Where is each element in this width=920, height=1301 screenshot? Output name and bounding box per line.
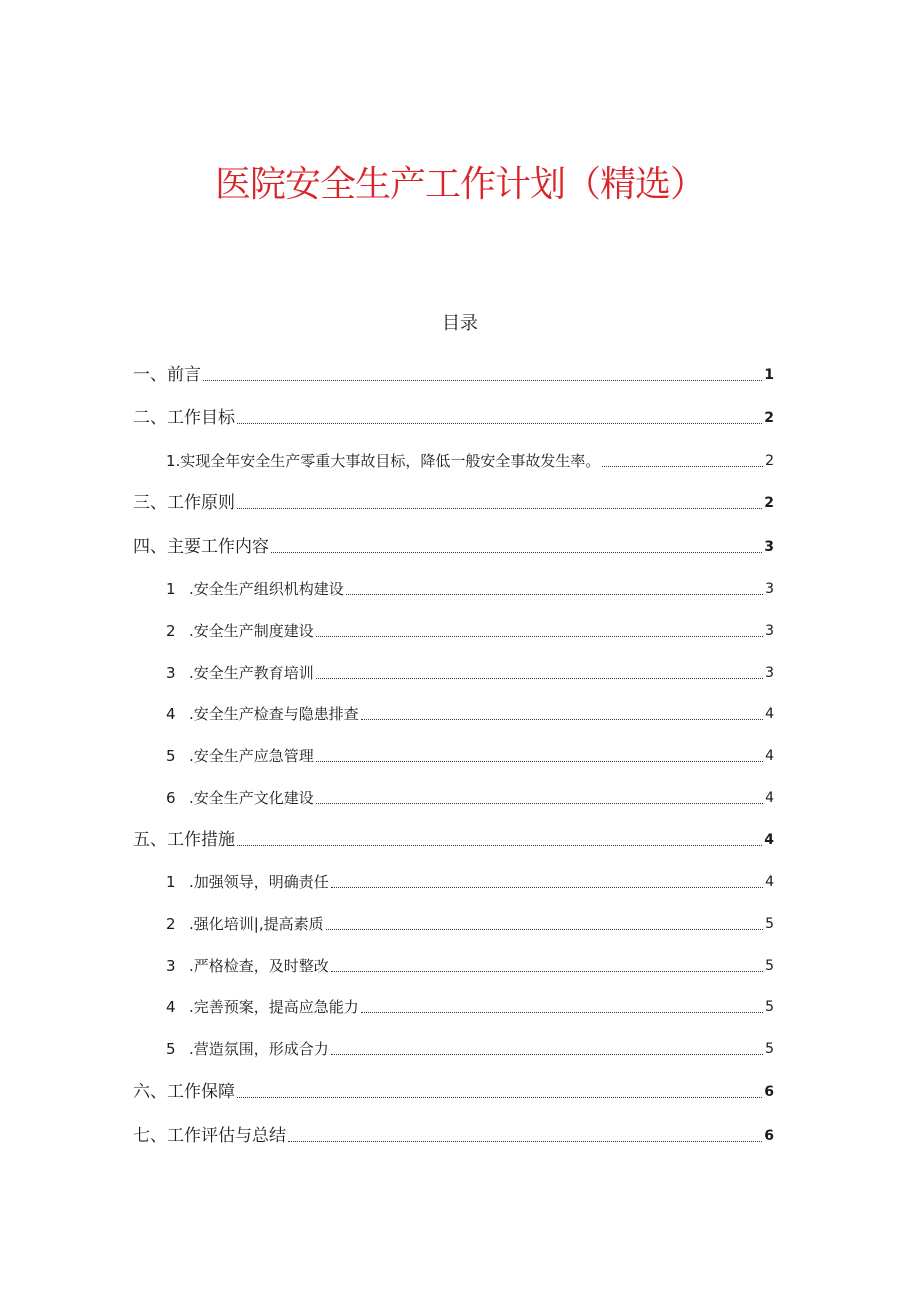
toc-entry-number: 6: [166, 789, 176, 807]
toc-dot-leader: [331, 887, 763, 888]
toc-page-number: 6: [764, 1084, 774, 1100]
toc-page-number: 1: [764, 367, 774, 383]
toc-entry-number: 2: [166, 915, 176, 933]
toc-page-number: 5: [765, 916, 774, 932]
toc-page-number: 2: [765, 453, 774, 469]
toc-dot-leader: [237, 423, 762, 424]
toc-dot-leader: [203, 380, 762, 381]
toc-entry-label: .安全生产组织机构建设: [189, 580, 344, 598]
toc-entry-label: 工作目标: [167, 408, 235, 428]
toc-page-number: 4: [765, 790, 774, 806]
toc-page-number: 6: [764, 1128, 774, 1144]
toc-page-number: 5: [765, 958, 774, 974]
toc-entry-main-content[interactable]: [133, 535, 774, 559]
toc-entry-measure-1[interactable]: [166, 870, 774, 894]
toc-entry-label: .安全生产制度建设: [189, 622, 314, 640]
toc-entry-number: 4: [166, 705, 176, 723]
toc-entry-label: 工作评估与总结: [167, 1126, 286, 1146]
toc-entry-label: 工作措施: [167, 830, 235, 850]
toc-entry-content-6[interactable]: [166, 786, 774, 810]
toc-entry-label: .营造氛围，形成合力: [189, 1040, 329, 1058]
toc-dot-leader: [316, 636, 763, 637]
toc-heading: 目录: [442, 313, 478, 334]
toc-entry-label: 1.实现全年安全生产零重大事故目标，降低一般安全事故发生率。: [166, 452, 601, 470]
toc-entry-number: 3: [166, 664, 176, 682]
toc-dot-leader: [271, 552, 762, 553]
toc-entry-number: 一、: [133, 365, 167, 385]
toc-entry-label: .强化培训|,提高素质: [189, 915, 324, 933]
toc-entry-number: 5: [166, 747, 176, 765]
toc-entry-goal-1[interactable]: [166, 449, 774, 473]
toc-entry-principles[interactable]: [133, 491, 774, 515]
toc-entry-content-3[interactable]: [166, 661, 774, 685]
toc-entry-content-1[interactable]: [166, 577, 774, 601]
toc-page-number: 3: [765, 665, 774, 681]
toc-page-number: 3: [765, 623, 774, 639]
toc-entry-label: .加强领导，明确责任: [189, 873, 329, 891]
toc-entry-measure-5[interactable]: [166, 1037, 774, 1061]
toc-entry-number: 2: [166, 622, 176, 640]
toc-entry-label: .安全生产应急管理: [189, 747, 314, 765]
toc-entry-label: .安全生产文化建设: [189, 789, 314, 807]
toc-page-number: 4: [765, 748, 774, 764]
toc-entry-content-4[interactable]: [166, 702, 774, 726]
toc-dot-leader: [288, 1141, 762, 1142]
toc-page-number: 5: [765, 1041, 774, 1057]
toc-dot-leader: [331, 971, 763, 972]
toc-entry-label: .完善预案，提高应急能力: [189, 998, 359, 1016]
toc-entry-number: 四、: [133, 537, 167, 557]
toc-entry-number: 5: [166, 1040, 176, 1058]
toc-entry-measure-3[interactable]: [166, 954, 774, 978]
toc-dot-leader: [602, 466, 763, 467]
toc-entry-number: 七、: [133, 1126, 167, 1146]
toc-dot-leader: [316, 678, 763, 679]
toc-entry-number: 三、: [133, 493, 167, 513]
toc-dot-leader: [316, 761, 763, 762]
toc-entry-guarantee[interactable]: [133, 1080, 774, 1104]
toc-entry-number: 1: [166, 873, 176, 891]
toc-entry-number: 4: [166, 998, 176, 1016]
toc-entry-label: 主要工作内容: [167, 537, 269, 557]
toc-dot-leader: [326, 929, 763, 930]
toc-entry-evaluation[interactable]: [133, 1124, 774, 1148]
toc-page-number: 2: [764, 410, 774, 426]
toc-dot-leader: [237, 508, 762, 509]
toc-dot-leader: [361, 719, 763, 720]
toc-entry-label: .严格检查，及时整改: [189, 957, 329, 975]
toc-dot-leader: [361, 1012, 763, 1013]
toc-entry-number: 二、: [133, 408, 167, 428]
toc-entry-number: 五、: [133, 830, 167, 850]
toc-entry-goals[interactable]: [133, 406, 774, 430]
toc-page-number: 3: [765, 581, 774, 597]
toc-entry-label: .安全生产教育培训: [189, 664, 314, 682]
toc-page-number: 4: [765, 874, 774, 890]
toc-entry-number: 六、: [133, 1082, 167, 1102]
toc-dot-leader: [237, 845, 762, 846]
document-title: 医院安全生产工作计划（精选）: [214, 164, 705, 205]
toc-entry-number: 3: [166, 957, 176, 975]
toc-entry-measure-4[interactable]: [166, 995, 774, 1019]
toc-page-number: 4: [764, 832, 774, 848]
toc-entry-content-5[interactable]: [166, 744, 774, 768]
toc-dot-leader: [331, 1054, 763, 1055]
toc-entry-number: 1: [166, 580, 176, 598]
toc-entry-label: 工作原则: [167, 493, 235, 513]
toc-dot-leader: [346, 594, 763, 595]
toc-dot-leader: [237, 1097, 762, 1098]
toc-page-number: 4: [765, 706, 774, 722]
toc-entry-label: .安全生产检查与隐患排查: [189, 705, 359, 723]
toc-entry-preface[interactable]: [133, 363, 774, 387]
toc-page-number: 2: [764, 495, 774, 511]
toc-entry-measures[interactable]: [133, 828, 774, 852]
toc-entry-label: 前言: [167, 365, 201, 385]
toc-dot-leader: [316, 803, 763, 804]
toc-page-number: 5: [765, 999, 774, 1015]
toc-entry-measure-2[interactable]: [166, 912, 774, 936]
toc-entry-content-2[interactable]: [166, 619, 774, 643]
toc-page-number: 3: [764, 539, 774, 555]
toc-entry-label: 工作保障: [167, 1082, 235, 1102]
